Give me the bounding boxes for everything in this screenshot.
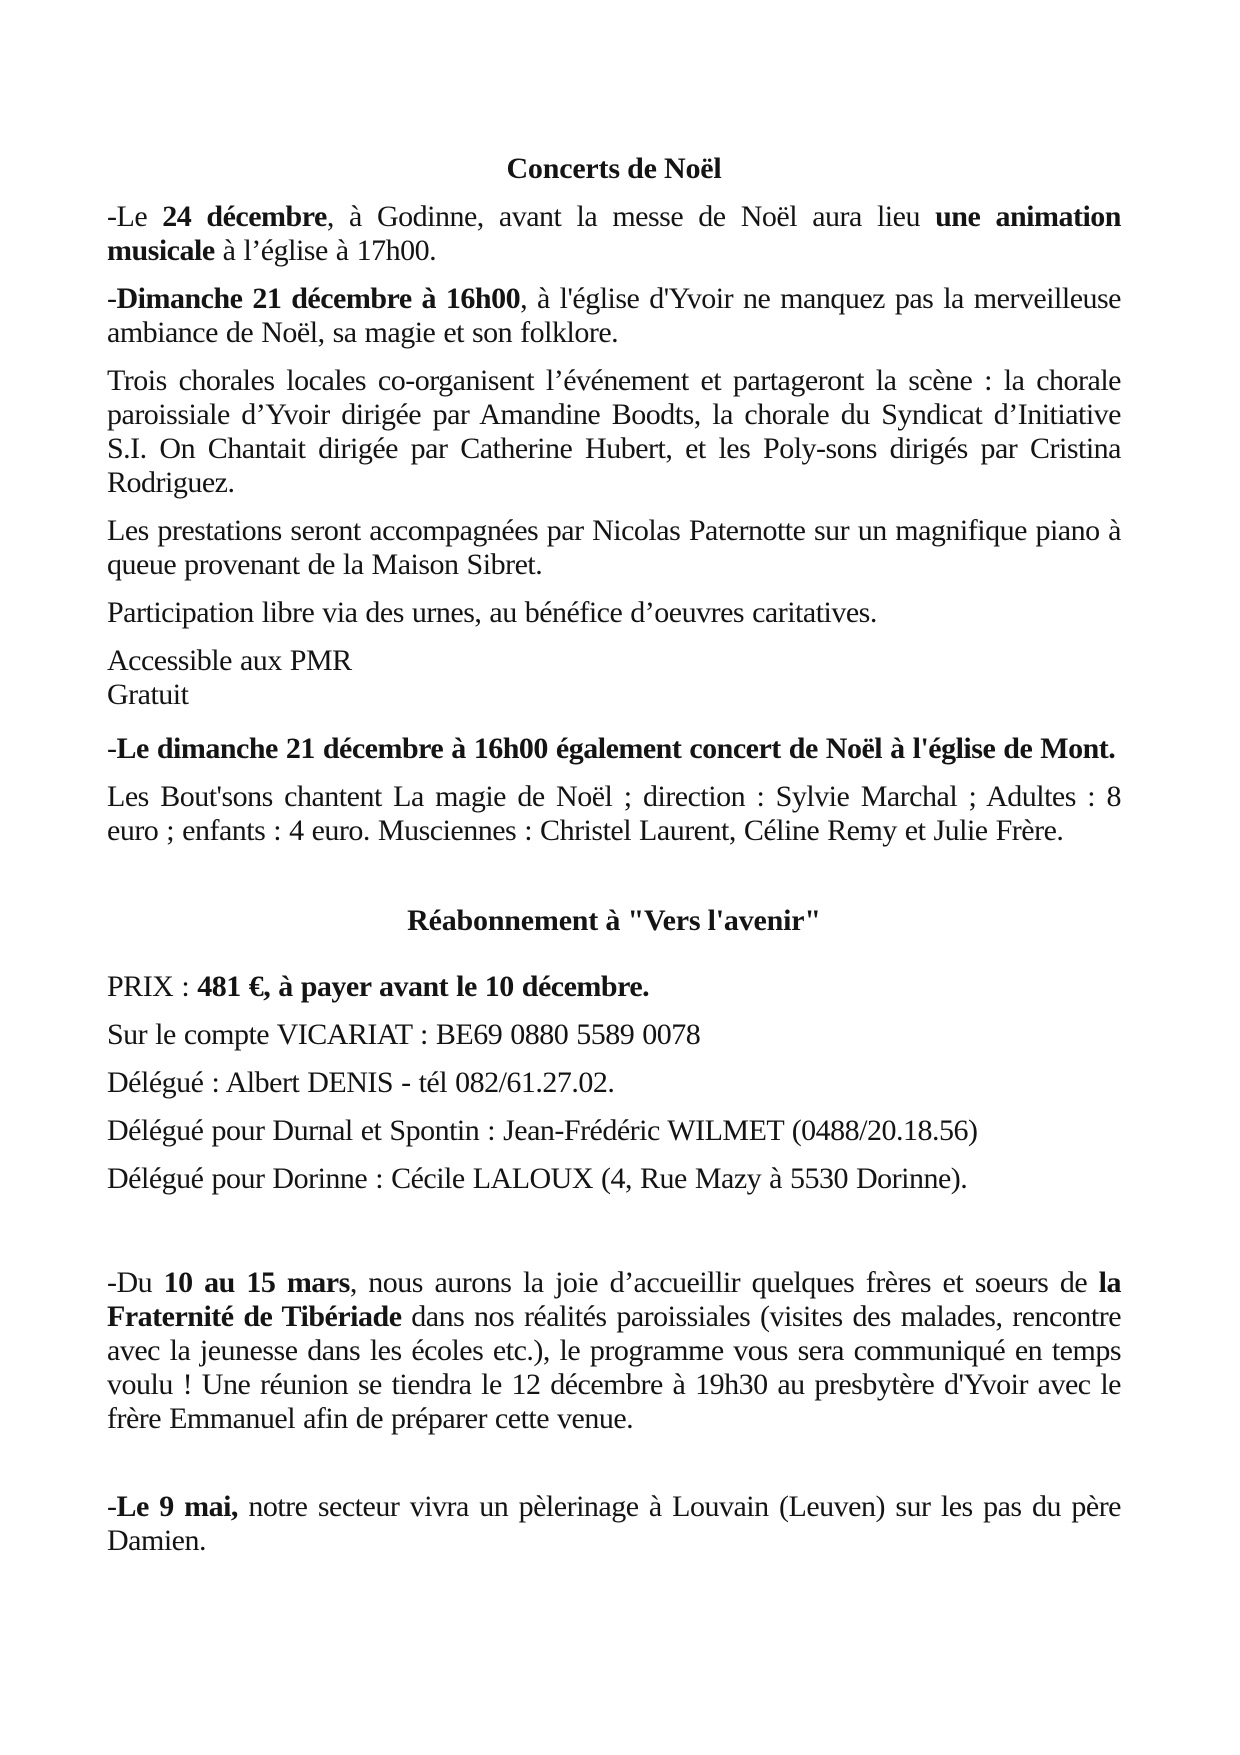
- text-run: -: [107, 1490, 117, 1523]
- paragraph-piano-paternotte: [107, 514, 1121, 582]
- paragraph-fraternite-tiberiade: [107, 1266, 1121, 1436]
- paragraph-boutsons: [107, 780, 1121, 848]
- text-run-bold: Dimanche 21 décembre à 16h00: [116, 282, 521, 315]
- paragraph-prix: [107, 970, 1121, 1004]
- text-run-bold: 10 au 15 mars: [163, 1266, 350, 1299]
- text-run-bold: Le 9 mai,: [116, 1490, 238, 1523]
- line-accessible-pmr: Accessible aux PMR: [107, 644, 352, 677]
- text-run: Sur le compte VICARIAT : BE69 0880 5589 0078: [107, 1018, 701, 1051]
- paragraph-delegue-denis: [107, 1066, 1121, 1100]
- text-run: Les prestations seront accompagnées par Nicolas Paternotte sur un magnifique piano à queue provenant de la Maison Sibret.: [107, 514, 1121, 581]
- paragraph-yvoir-21-decembre: [107, 282, 1121, 350]
- paragraph-accessible-gratuit: [107, 644, 1121, 712]
- text-run: Délégué pour Dorinne : Cécile LALOUX (4, Rue Mazy à 5530 Dorinne).: [107, 1162, 968, 1195]
- text-run-bold: 24 décembre: [162, 200, 327, 233]
- text-run: -Le: [107, 200, 163, 233]
- line-gratuit: Gratuit: [107, 678, 189, 711]
- text-run: notre secteur vivra un pèlerinage à Louvain (Leuven) sur les pas du père Damien.: [107, 1490, 1121, 1557]
- text-run: -: [107, 282, 117, 315]
- paragraph-delegue-laloux: [107, 1162, 1121, 1196]
- paragraph-participation-libre: [107, 596, 1121, 630]
- text-run: -Du: [107, 1266, 164, 1299]
- paragraph-pelerinage-9-mai: [107, 1490, 1121, 1558]
- section-heading-concerts-de-noel: Concerts de Noël: [506, 152, 722, 185]
- section-heading-reabonnement: Réabonnement à "Vers l'avenir": [407, 904, 821, 937]
- text-run: Participation libre via des urnes, au bénéfice d’oeuvres caritatives.: [107, 596, 877, 629]
- text-run: PRIX :: [107, 970, 198, 1003]
- text-run: dans nos réalités paroissiales (visites des malades, rencontre avec la jeunesse dans les écoles etc.), le programme vous sera communiqué en temps voulu ! Une réunion se tiendra le 12 décembre à 19h30 au presbytère d'Yvoir avec le frère Emmanuel afin de préparer cette venue.: [107, 1300, 1122, 1435]
- text-run: Trois chorales locales co-organisent l’événement et partageront la scène : la chorale paroissiale d’Yvoir dirigée par Amandine Boodts, la chorale du Syndicat d’Initiative S.I. On Chantait dirigée par Catherine Hubert, et les Poly-sons dirigés par Cristina Rodriguez.: [107, 364, 1121, 499]
- paragraph-godinne-24-decembre: [107, 200, 1121, 268]
- text-run-bold: Le dimanche 21 décembre à 16h00 également concert de Noël à l'église de Mont.: [116, 732, 1116, 765]
- text-run: , à l'église d'Yvoir ne manquez pas la merveilleuse ambiance de Noël, sa magie et son folklore.: [107, 282, 1121, 349]
- text-run: , nous aurons la joie d’accueillir quelques frères et soeurs de: [349, 1266, 1099, 1299]
- text-run: à l’église à 17h00.: [214, 234, 437, 267]
- text-run: Les Bout'sons chantent La magie de Noël ; direction : Sylvie Marchal ; Adultes : 8 euro ; enfants : 4 euro. Musciennes : Christel Laurent, Céline Remy et Julie Frère.: [107, 780, 1121, 847]
- text-run: -: [107, 732, 117, 765]
- text-run: , à Godinne, avant la messe de Noël aura lieu: [326, 200, 936, 233]
- text-run: Délégué : Albert DENIS - tél 082/61.27.02.: [107, 1066, 615, 1099]
- paragraph-trois-chorales: [107, 364, 1121, 500]
- paragraph-delegue-wilmet: [107, 1114, 1121, 1148]
- text-run-bold: la Fraternité de Tibériade: [107, 1266, 1121, 1333]
- paragraph-compte-vicariat: [107, 1018, 1121, 1052]
- text-run: Délégué pour Durnal et Spontin : Jean-Frédéric WILMET (0488/20.18.56): [107, 1114, 978, 1147]
- text-run-bold: une animation musicale: [107, 200, 1121, 267]
- paragraph-concert-mont: [107, 732, 1121, 766]
- text-run-bold: 481 €, à payer avant le 10 décembre.: [197, 970, 650, 1003]
